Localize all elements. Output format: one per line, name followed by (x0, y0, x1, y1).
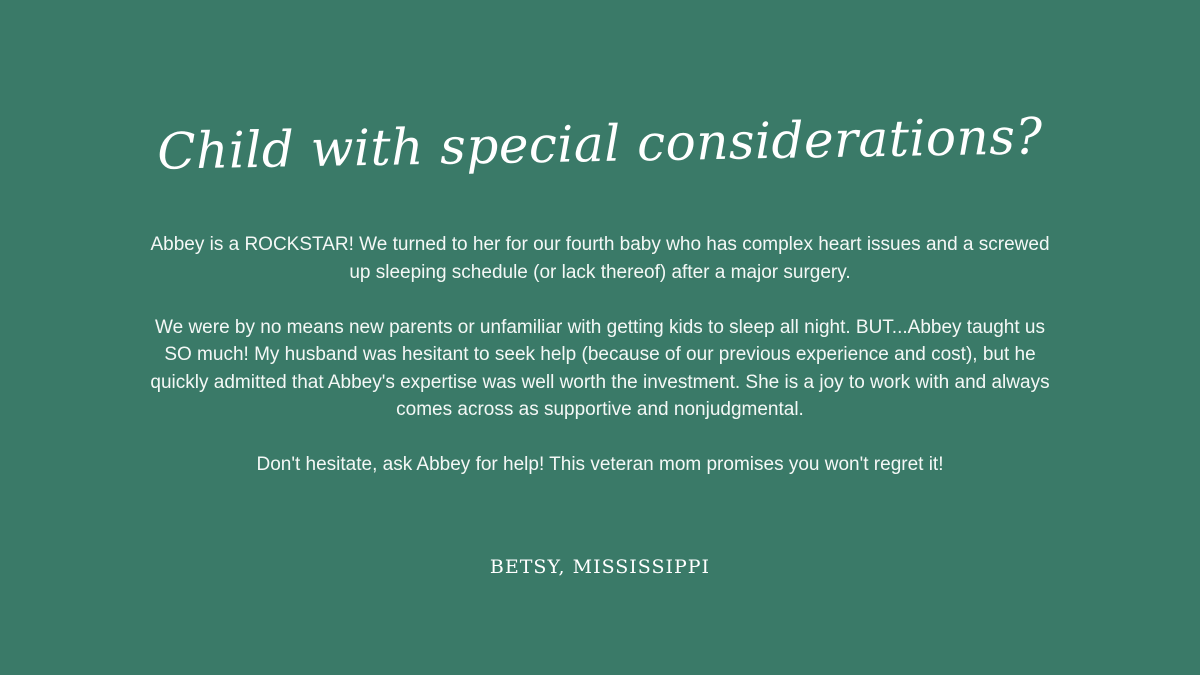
testimonial-paragraph-1: Abbey is a ROCKSTAR! We turned to her for our fourth baby who has complex heart issues and a screwed up sleeping schedule (or lack thereof) after a major surgery. (150, 234, 1050, 283)
testimonial-body (150, 231, 1050, 479)
testimonial-paragraph-3: Don't hesitate, ask Abbey for help! This veteran mom promises you won't regret it! (256, 454, 944, 475)
testimonial-paragraph-2: We were by no means new parents or unfamiliar with getting kids to sleep all night. BUT...Abbey taught us SO much! My husband was hesitant to seek help (because of our previous experience and cost), but he quickly admitted that Abbey's expertise was well worth the investment. She is a joy to work with and always comes across as supportive and nonjudgmental. (150, 316, 1050, 420)
slide-title: Child with special considerations? (156, 107, 1044, 181)
testimonial-author: BETSY, MISSISSIPPI (489, 556, 711, 578)
